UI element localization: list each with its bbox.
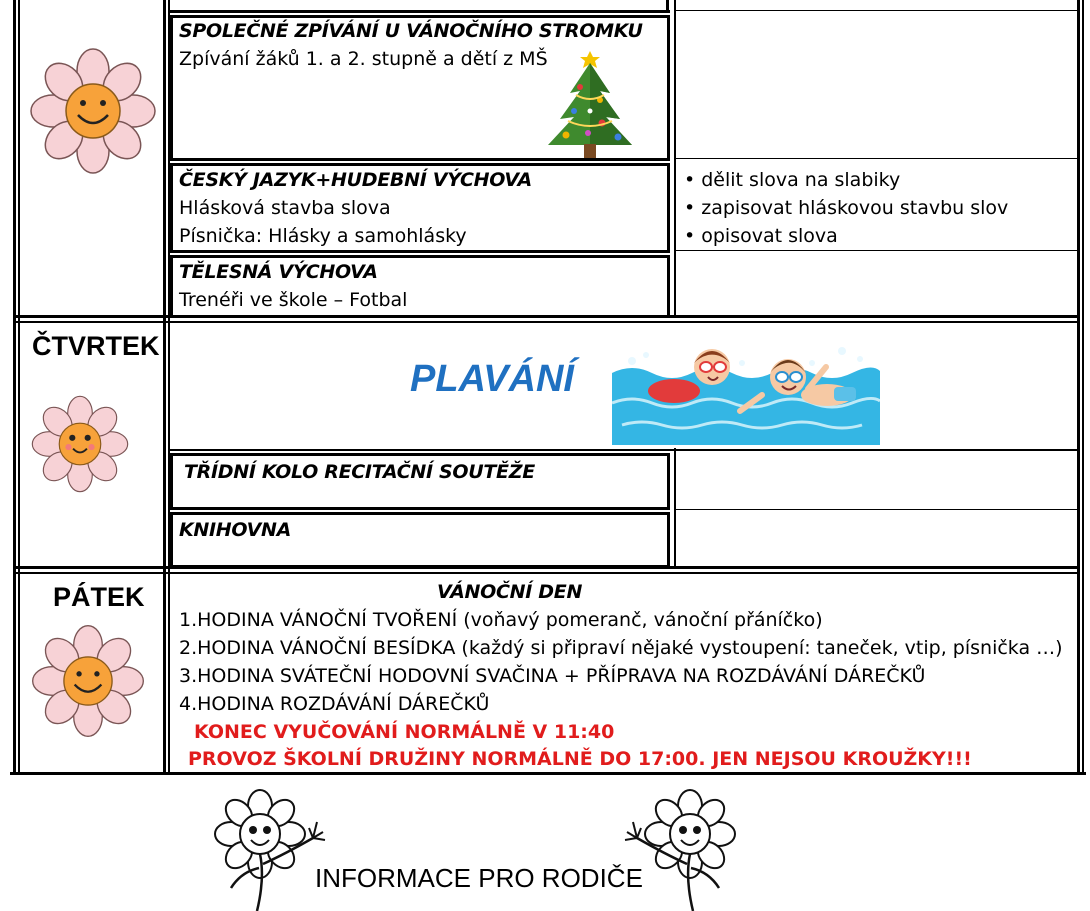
schedule-line: 3.HODINA SVÁTEČNÍ HODOVNÍ SVAČINA + PŘÍPRAVA NA ROZDÁVÁNÍ DÁREČKŮ — [179, 665, 926, 687]
goal-item: • opisovat slova — [684, 225, 838, 247]
goal-item: • zapisovat hláskovou stavbu slov — [684, 197, 1009, 219]
note-after-school-club: PROVOZ ŠKOLNÍ DRUŽINY NORMÁLNĚ DO 17:00. JEN NEJSOU KROUŽKY!!! — [188, 748, 972, 770]
goal-text: dělit slova na slabiky — [701, 169, 901, 191]
day-label-friday: PÁTEK — [53, 582, 145, 612]
activity-heading: SPOLEČNÉ ZPÍVÁNÍ U VÁNOČNÍHO STROMKU — [179, 20, 643, 42]
activity-line: Trenéři ve škole – Fotbal — [179, 289, 408, 311]
row-line — [170, 10, 670, 13]
row-line — [170, 449, 1078, 451]
activity-heading: TĚLESNÁ VÝCHOVA — [179, 261, 378, 283]
schedule-line: 1.HODINA VÁNOČNÍ TVOŘENÍ (voňavý pomeranč, vánoční přáníčko) — [179, 609, 823, 631]
goal-text: opisovat slova — [701, 225, 838, 247]
schedule-line: 4.HODINA ROZDÁVÁNÍ DÁREČKŮ — [179, 693, 490, 715]
day-separator-thu-fri-inner — [16, 572, 1080, 574]
flower-icon — [30, 622, 146, 740]
swimming-banner: PLAVÁNÍ — [410, 358, 574, 400]
activity-heading: ČESKÝ JAZYK+HUDEBNÍ VÝCHOVA — [179, 169, 532, 191]
day-separator-wed-thu-inner — [16, 321, 1080, 323]
footer-title: INFORMACE PRO RODIČE — [315, 863, 643, 893]
row-line — [676, 250, 1078, 251]
row-line — [676, 509, 1078, 510]
goals-column-separator — [674, 0, 676, 318]
table-border-right-outer — [1082, 0, 1084, 775]
goal-item: • dělit slova na slabiky — [684, 169, 901, 191]
activity-line: Zpívání žáků 1. a 2. stupně a dětí z MŠ — [179, 48, 548, 70]
schedule-line: 2.HODINA VÁNOČNÍ BESÍDKA (každý si připraví nějaké vystoupení: taneček, vtip, písnička …) — [179, 637, 1063, 659]
christmas-tree-icon — [540, 45, 640, 160]
flower-icon — [30, 393, 130, 495]
table-border-left-inner — [18, 0, 20, 775]
table-border-right — [1077, 0, 1080, 775]
flower-icon — [28, 45, 158, 177]
table-border-left — [13, 0, 16, 775]
day-column-separator — [163, 0, 166, 775]
swimming-kids-icon — [612, 333, 880, 445]
activity-line: Písnička: Hlásky a samohlásky — [179, 225, 467, 247]
activity-line: Hlásková stavba slova — [179, 197, 391, 219]
friday-heading: VÁNOČNÍ DEN — [437, 581, 583, 603]
cell-border — [666, 0, 669, 13]
day-label-thursday: ČTVRTEK — [32, 331, 160, 361]
note-end-of-lessons: KONEC VYUČOVÁNÍ NORMÁLNĚ V 11:40 — [194, 721, 615, 743]
activity-heading: KNIHOVNA — [179, 519, 291, 541]
activity-heading: TŘÍDNÍ KOLO RECITAČNÍ SOUTĚŽE — [184, 461, 535, 483]
goals-column-separator-thu — [674, 448, 676, 568]
row-line — [676, 158, 1078, 159]
row-line — [676, 10, 1078, 11]
goal-text: zapisovat hláskovou stavbu slov — [701, 197, 1009, 219]
